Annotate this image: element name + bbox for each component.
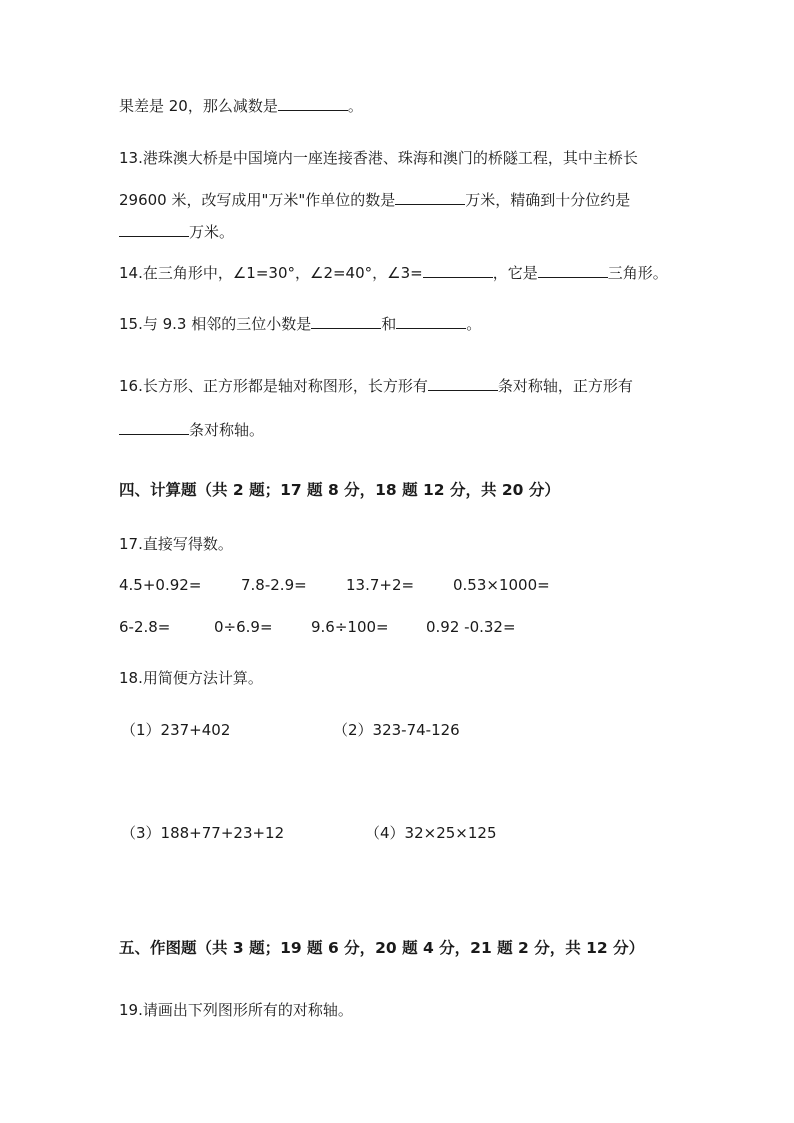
q16-text-b: 条对称轴，正方形有 bbox=[497, 377, 633, 395]
answer-blank[interactable] bbox=[538, 263, 608, 278]
q14-text-c: 三角形。 bbox=[607, 264, 668, 282]
q15-text-c: 。 bbox=[466, 315, 482, 333]
q12-text: 果差是 20，那么减数是 bbox=[119, 97, 278, 115]
answer-blank[interactable] bbox=[278, 96, 348, 111]
q13-line2 bbox=[119, 190, 630, 210]
q18-item-3: （3）188+77+23+12 bbox=[121, 824, 285, 842]
q18-item-1: （1）237+402 bbox=[121, 721, 231, 739]
q15-text-a: 15.与 9.3 相邻的三位小数是 bbox=[119, 315, 312, 333]
q17-r1-c3: 13.7+2= bbox=[346, 576, 415, 594]
q17-title: 17.直接写得数。 bbox=[119, 535, 233, 553]
q17-r1-c4: 0.53×1000= bbox=[453, 576, 550, 594]
section-5-heading: 五、作图题（共 3 题；19 题 6 分，20 题 4 分，21 题 2 分，共 12 分） bbox=[119, 939, 645, 957]
section-4-heading: 四、计算题（共 2 题；17 题 8 分，18 题 12 分，共 20 分） bbox=[119, 481, 560, 499]
q12-end: 。 bbox=[347, 97, 363, 115]
answer-blank[interactable] bbox=[428, 376, 498, 391]
q16-text-a: 16.长方形、正方形都是轴对称图形，长方形有 bbox=[119, 377, 428, 395]
q16-line1 bbox=[119, 376, 633, 396]
q19-title: 19.请画出下列图形所有的对称轴。 bbox=[119, 1001, 353, 1019]
q18-item-2: （2）323-74-126 bbox=[333, 721, 460, 739]
q18-item-4: （4）32×25×125 bbox=[365, 824, 497, 842]
q16-line2 bbox=[119, 420, 264, 440]
answer-blank[interactable] bbox=[423, 263, 493, 278]
answer-blank[interactable] bbox=[396, 314, 466, 329]
q14-line bbox=[119, 263, 668, 283]
q17-r2-c4: 0.92 -0.32= bbox=[426, 618, 516, 636]
q12-line bbox=[119, 96, 363, 116]
answer-blank[interactable] bbox=[395, 190, 465, 205]
q14-text-b: ，它是 bbox=[492, 264, 538, 282]
q18-title: 18.用简便方法计算。 bbox=[119, 669, 263, 687]
q14-text-a: 14.在三角形中，∠1=30°，∠2=40°，∠3= bbox=[119, 264, 423, 282]
q17-r2-c1: 6-2.8= bbox=[119, 618, 171, 636]
q15-line bbox=[119, 314, 481, 334]
answer-blank[interactable] bbox=[311, 314, 381, 329]
answer-blank[interactable] bbox=[119, 222, 189, 237]
q15-text-b: 和 bbox=[381, 315, 397, 333]
q13-text-a: 29600 米，改写成用"万米"作单位的数是 bbox=[119, 191, 396, 209]
q13-line1: 13.港珠澳大桥是中国境内一座连接香港、珠海和澳门的桥隧工程，其中主桥长 bbox=[119, 149, 638, 167]
q16-text-c: 条对称轴。 bbox=[189, 421, 265, 439]
q17-r1-c2: 7.8-2.9= bbox=[241, 576, 307, 594]
q13-text-b: 万米，精确到十分位约是 bbox=[465, 191, 631, 209]
q17-r2-c3: 9.6÷100= bbox=[311, 618, 389, 636]
q13-text-c: 万米。 bbox=[189, 223, 235, 241]
q17-r2-c2: 0÷6.9= bbox=[214, 618, 273, 636]
q17-r1-c1: 4.5+0.92= bbox=[119, 576, 202, 594]
answer-blank[interactable] bbox=[119, 420, 189, 435]
q13-line3 bbox=[119, 222, 234, 242]
